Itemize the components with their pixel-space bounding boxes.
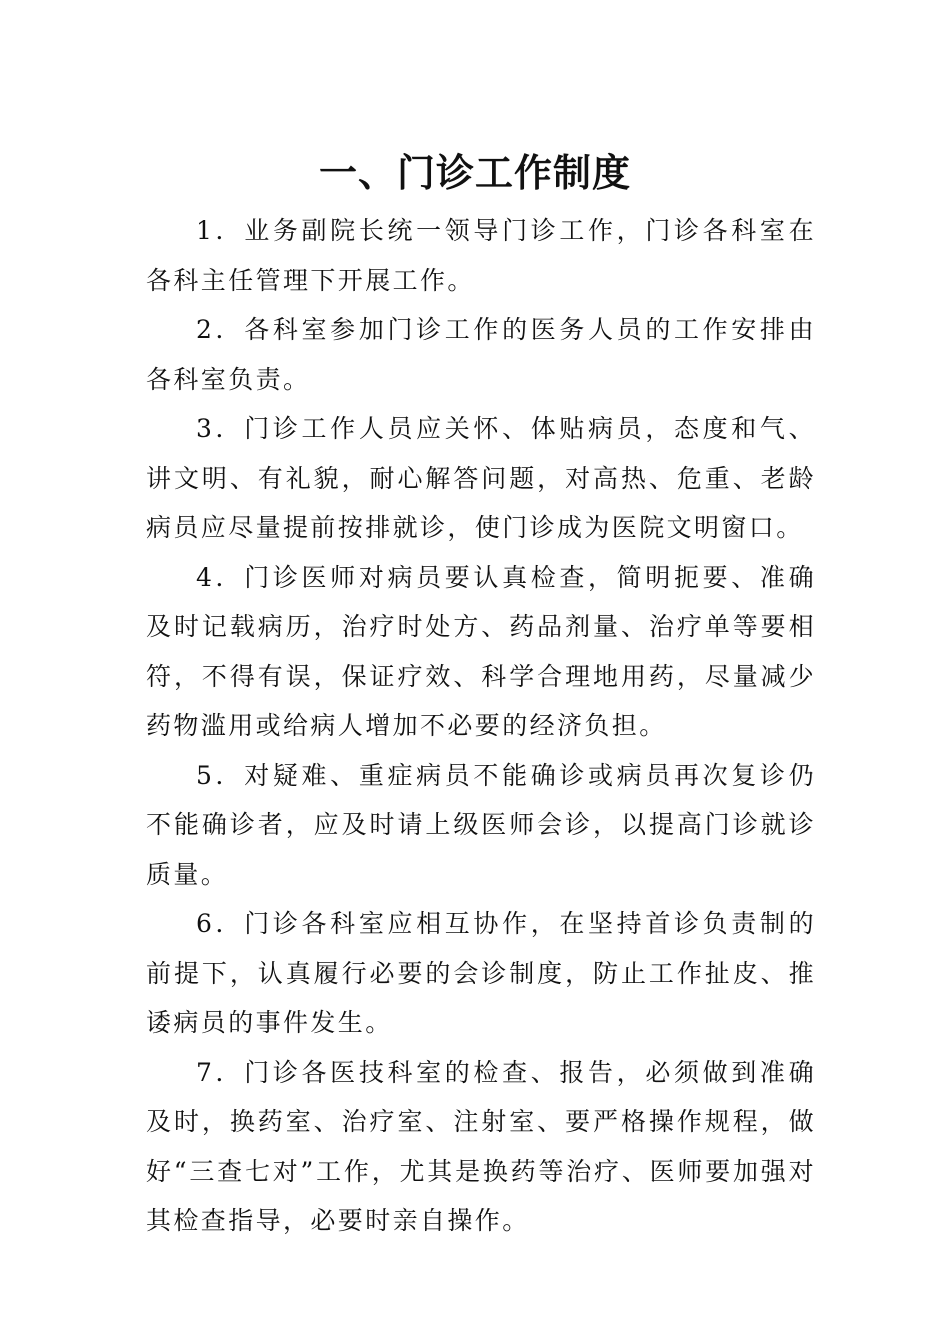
document-body (146, 206, 816, 1246)
paragraph-4: 4．门诊医师对病员要认真检查，简明扼要、准确及时记载病历，治疗时处方、药品剂量、治疗单等要相符，不得有误，保证疗效、科学合理地用药，尽量减少药物滥用或给病人增加不必要的经济负担。 (146, 562, 816, 740)
paragraph-5: 5．对疑难、重症病员不能确诊或病员再次复诊仍不能确诊者，应及时请上级医师会诊，以提高门诊就诊质量。 (146, 760, 816, 889)
paragraph-3: 3．门诊工作人员应关怀、体贴病员，态度和气、讲文明、有礼貌，耐心解答问题，对高热、危重、老龄病员应尽量提前按排就诊，使门诊成为医院文明窗口。 (146, 414, 816, 542)
paragraph-6: 6．门诊各科室应相互协作，在坚持首诊负责制的前提下，认真履行必要的会诊制度，防止工作扯皮、推诿病员的事件发生。 (146, 909, 816, 1037)
paragraph-2: 2．各科室参加门诊工作的医务人员的工作安排由各科室负责。 (146, 315, 816, 394)
paragraph-7: 7．门诊各医技科室的检查、报告，必须做到准确及时，换药室、治疗室、注射室、要严格操作规程，做好“三查七对”工作，尤其是换药等治疗、医师要加强对其检查指导，必要时亲自操作。 (146, 1057, 816, 1235)
paragraph-1: 1．业务副院长统一领导门诊工作，门诊各科室在各科主任管理下开展工作。 (146, 216, 816, 295)
document-title: 一、门诊工作制度 (318, 150, 631, 195)
